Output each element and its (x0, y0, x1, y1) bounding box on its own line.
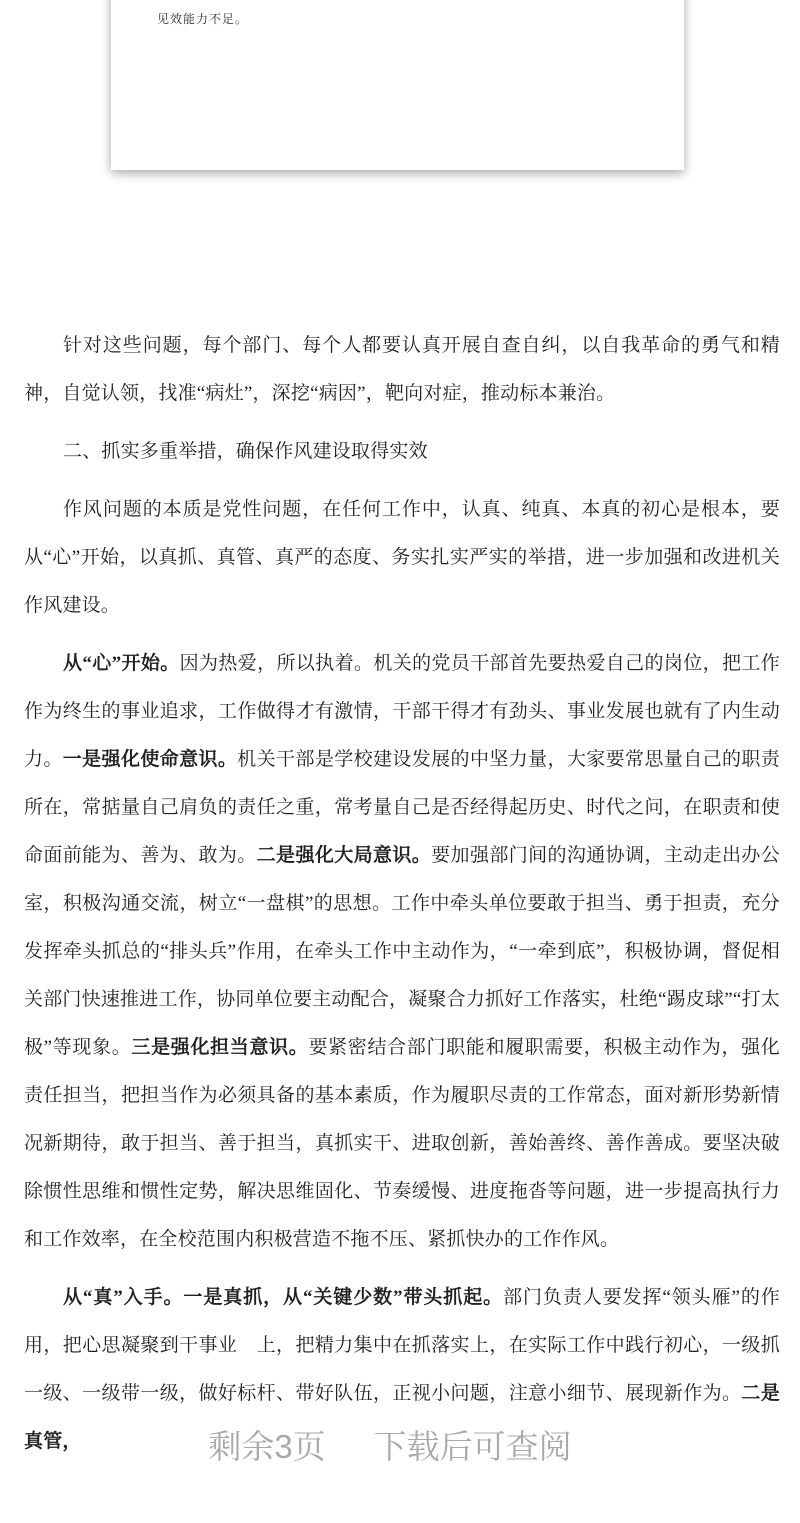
bold-run: 从“心”开始。 (63, 653, 180, 674)
preview-footer (0, 1421, 790, 1468)
text-run: 要加强部门间的沟通协调，主动走出办公室，积极沟通交流，树立“一盘棋”的思想。工作中牵头单位要敢于担当、勇于担责，充分发挥牵头抓总的“排头兵”作用，在牵头工作中主动作为，“一牵到底”，积极协调，督促相关部门快速推进工作，协同单位要主动配合，凝聚合力抓好工作落实，杜绝“踢皮球”“打太极”等现象。 (24, 845, 780, 1058)
bold-run: 二是强化大局意识。 (256, 845, 432, 866)
previous-page-last-line: 见效能力不足。 (157, 12, 249, 26)
bold-run: 三是强化担当意识。 (131, 1037, 309, 1058)
previous-page-card (111, 0, 684, 170)
bold-run: 从“真”入手。一是真抓，从“关键少数”带头抓起。 (63, 1287, 504, 1308)
bold-run: 二是真管， (24, 1383, 780, 1452)
paragraph-work-style-essence (24, 486, 780, 630)
section-heading-2 (24, 428, 780, 476)
paragraph-self-inspection (24, 322, 780, 418)
paragraph-start-from-heart (24, 640, 780, 1264)
text-run: 要紧密结合部门职能和履职需要，积极主动作为，强化责任担当，把担当作为必须具备的基本素质，作为履职尽责的工作常态，面对新形势新情况新期待，敢于担当、善于担当，真抓实干、进取创新，善始善终、善作善成。要坚决破除惯性思维和惯性定势，解决思维固化、节奏缓慢、进度拖沓等问题，进一步提高执行力和工作效率，在全校范围内积极营造不拖不压、紧抓快办的工作作风。 (24, 1037, 780, 1250)
text-run: 二、抓实多重举措，确保作风建设取得实效 (63, 441, 428, 462)
text-run: 作风问题的本质是党性问题，在任何工作中，认真、纯真、本真的初心是根本，要从“心”开始，以真抓、真管、真严的态度、务实扎实严实的举措，进一步加强和改进机关作风建设。 (24, 499, 780, 616)
bold-run: 一是强化使命意识。 (62, 749, 238, 770)
download-hint-label: 下载后可查阅 (373, 1428, 572, 1465)
text-run: 部门负责人要发挥“领头雁”的作用，把心思凝聚到干事业 上，把精力集中在抓落实上，在实际工作中践行初心，一级抓一级、一级带一级，做好标杆、带好队伍，正视小问题，注意小细节、展现新作为。 (24, 1287, 780, 1404)
remaining-pages-label: 剩余3页 (208, 1428, 326, 1465)
text-run: 因为热爱，所以执着。机关的党员干部首先要热爱自己的岗位，把工作作为终生的事业追求，工作做得才有激情，干部干得才有劲头、事业发展也就有了内生动力。 (24, 653, 780, 770)
text-run: 针对这些问题，每个部门、每个人都要认真开展自查自纠，以自我革命的勇气和精神，自觉认领，找准“病灶”，深挖“病因”，靶向对症，推动标本兼治。 (24, 335, 780, 404)
text-run: 机关干部是学校建设发展的中坚力量，大家要常思量自己的职责所在，常掂量自己肩负的责任之重，常考量自己是否经得起历史、时代之问，在职责和使命面前能为、善为、敢为。 (24, 749, 780, 866)
document-page (24, 322, 780, 1476)
